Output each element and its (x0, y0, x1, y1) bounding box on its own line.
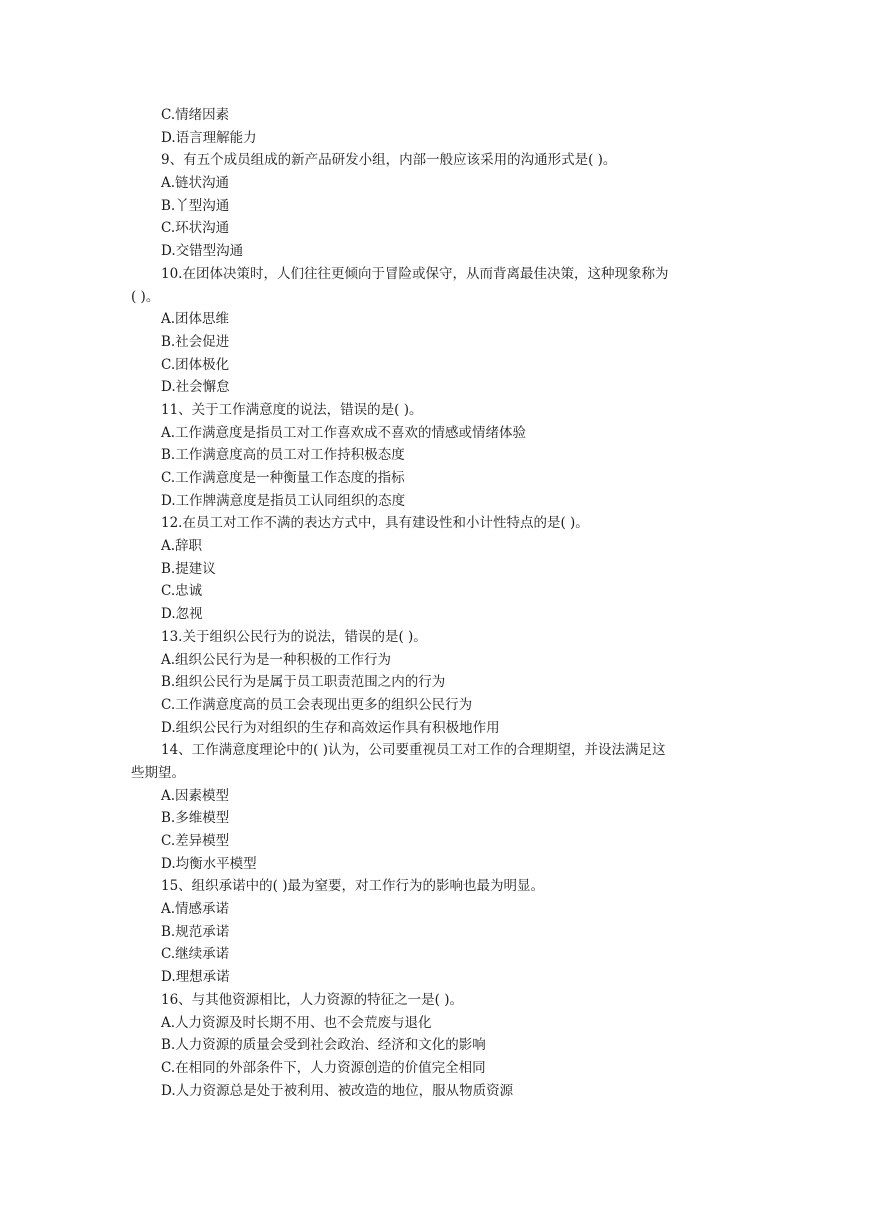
option-line: D.理想承诺 (161, 969, 230, 986)
option-line: C.差异模型 (161, 833, 230, 849)
option-line: C.忠诚 (161, 583, 203, 600)
question-stem: 14、工作满意度理论中的( )认为，公司要重视员工对工作的合理期望，并设法满足这 (161, 742, 666, 759)
question-block (0, 399, 869, 512)
option-line: D.语言理解能力 (161, 129, 257, 146)
option-line: C.环状沟通 (161, 220, 230, 237)
option-line: B.社会促进 (161, 333, 230, 350)
option-line: A.团体思维 (161, 311, 230, 328)
option-line: A.工作满意度是指员工对工作喜欢成不喜欢的情感或情绪体验 (161, 424, 527, 441)
document-body (0, 104, 869, 1102)
option-line: C.在相同的外部条件下，人力资源创造的价值完全相同 (161, 1059, 486, 1076)
question-block (0, 626, 869, 739)
option-line: D.工作牌满意度是指员工认同组织的态度 (161, 492, 406, 509)
option-line: B.人力资源的质量会受到社会政治、经济和文化的影响 (161, 1037, 486, 1054)
question-block (0, 989, 869, 1102)
question-block (0, 512, 869, 625)
option-line: A.链状沟通 (161, 175, 230, 192)
option-line: B.规范承诺 (161, 923, 230, 940)
option-line: D.人力资源总是处于被利用、被改造的地位，服从物质资源 (161, 1082, 514, 1099)
option-line: C.情绪因素 (161, 107, 230, 123)
option-line: B.组织公民行为是属于员工职责范围之内的行为 (161, 674, 446, 691)
option-line: D.社会懈怠 (161, 379, 230, 396)
option-line: D.均衡水平模型 (161, 855, 257, 872)
question-stem-continued: ( )。 (131, 288, 160, 305)
option-line: B.工作满意度高的员工对工作持积极态度 (161, 447, 405, 464)
option-line: A.因素模型 (161, 787, 230, 804)
option-line: A.人力资源及时长期不用、也不会荒废与退化 (161, 1014, 432, 1031)
option-line: B.提建议 (161, 560, 216, 577)
question-stem: 13.关于组织公民行为的说法，错误的是( )。 (161, 628, 427, 645)
option-line: D.交错型沟通 (161, 243, 244, 260)
option-line: A.组织公民行为是一种积极的工作行为 (161, 651, 392, 668)
option-line: D.组织公民行为对组织的生存和高效运作具有积极地作用 (161, 719, 500, 736)
option-line: A.辞职 (161, 538, 203, 555)
option-line: D.忽视 (161, 606, 203, 623)
question-block (0, 149, 869, 262)
question-stem: 15、组织承诺中的( )最为窒要，对工作行为的影响也最为明显。 (161, 878, 545, 895)
previous-question-options (0, 104, 869, 149)
question-stem-continued: 些期望。 (131, 764, 185, 781)
question-block (0, 739, 869, 875)
option-line: B.丫型沟通 (161, 197, 230, 214)
question-block (0, 263, 869, 399)
option-line: C.继续承诺 (161, 946, 230, 963)
question-stem: 9、有五个成员组成的新产品研发小组，内部一般应该采用的沟通形式是( )。 (161, 152, 617, 169)
question-stem: 10.在团体决策时，人们往往更倾向于冒险或保守，从而背离最佳决策，这种现象称为 (161, 265, 669, 282)
option-line: C.工作满意度高的员工会表现出更多的组织公民行为 (161, 696, 473, 713)
question-block (0, 875, 869, 988)
option-line: C.工作满意度是一种衡量工作态度的指标 (161, 470, 405, 486)
option-line: A.情感承诺 (161, 901, 230, 918)
question-stem: 16、与其他资源相比，人力资源的特征之一是( )。 (161, 991, 464, 1008)
question-stem: 12.在员工对工作不满的表达方式中，具有建设性和小计性特点的是( )。 (161, 515, 589, 532)
option-line: C.团体极化 (161, 356, 230, 373)
question-stem: 11、关于工作满意度的说法，错误的是( )。 (161, 401, 423, 418)
option-line: B.多维模型 (161, 810, 230, 827)
